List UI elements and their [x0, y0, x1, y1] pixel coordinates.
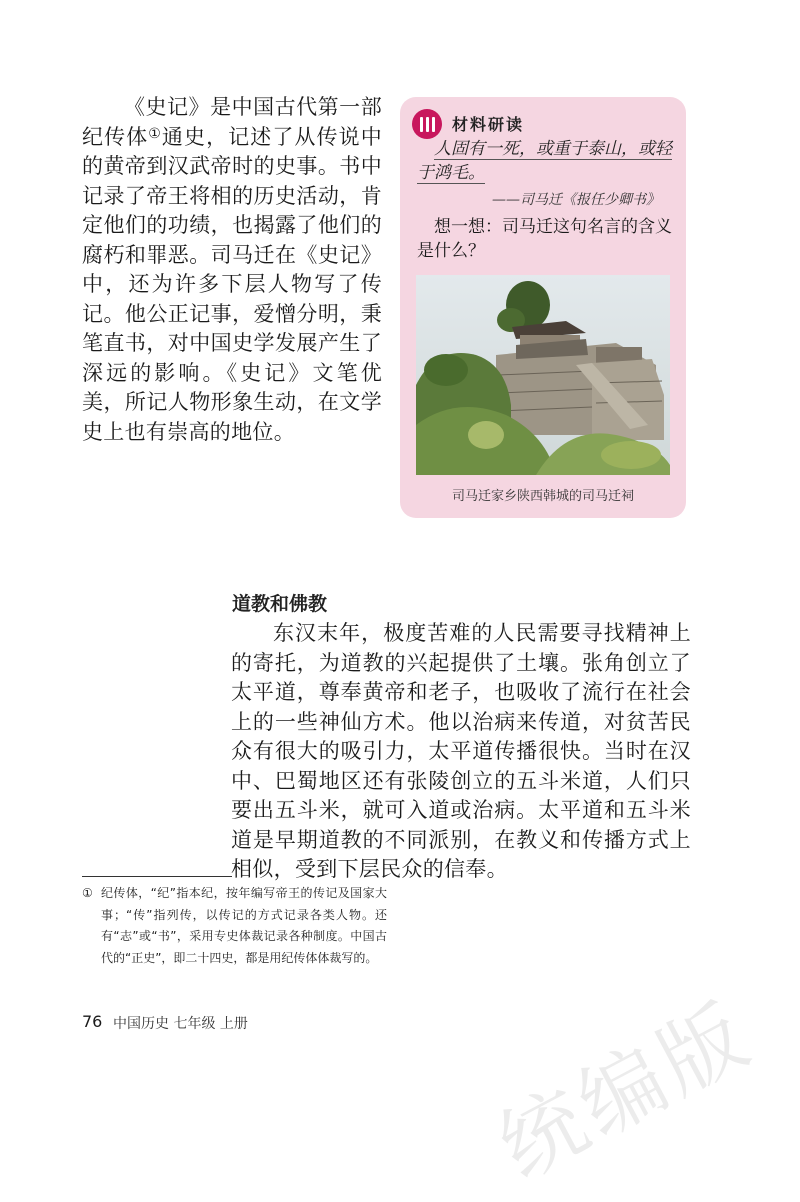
- section-paragraph: 东汉末年，极度苦难的人民需要寻找精神上的寄托，为道教的兴起提供了土壤。张角创立了太平道，尊奉黄帝和老子，也吸收了流行在社会上的一些神仙方术。他以治病来传道，对贫苦民众有很大的吸引力，太平道传播很快。当时在汉中、巴蜀地区还有张陵创立的五斗米道，人们只要出五斗米，就可入道或治病。太平道和五斗米道是早期道教的不同派别，在教义和传播方式上相似，受到下层民众的信奉。: [231, 621, 691, 881]
- footnote-divider: [82, 876, 232, 877]
- footnote-mark: ①: [82, 886, 93, 900]
- paragraph-text: 通史，记述了从传说中的黄帝到汉武帝时的史事。书中记录了帝王将相的历史活动，肯定他们的功绩，也揭露了他们的腐朽和罪恶。司马迁在《史记》中，还为许多下层人物写了传记。他公正记事，爱憎分明，秉笔直书，对中国史学发展产生了深远的影响。《史记》文笔优美，所记人物形象生动，在文学史上也有崇高的地位。: [82, 124, 382, 444]
- paragraph-text: 《史记》是中国古代第一部纪传体: [82, 95, 382, 149]
- left-paragraph: [82, 93, 382, 447]
- material-title: 材料研读: [452, 115, 525, 134]
- page-number: 76: [82, 1012, 103, 1031]
- footnote-text: 纪传体，“纪”指本纪，按年编写帝王的传记及国家大事；“传”指列传，以传记的方式记录各类人物。还有“志”或“书”，采用专史体裁记录各种制度。中国古代的“正史”，即二十四史，都是用纪传体体裁写的。: [101, 886, 387, 965]
- section-title: 道教和佛教: [232, 593, 328, 615]
- quote-text: [417, 137, 672, 185]
- quote-underlined: 人固有一死，或重于泰山，或轻于鸿毛。: [417, 139, 672, 183]
- book-title: 中国历史 七年级 上册: [113, 1016, 248, 1032]
- quote-source: ——司马迁《报任少卿书》: [492, 192, 660, 208]
- material-reading-box: [400, 97, 686, 518]
- footnote-reference[interactable]: ①: [148, 125, 162, 142]
- photo-caption: 司马迁家乡陕西韩城的司马迁祠: [451, 489, 634, 504]
- think-question: 想一想：司马迁这句名言的含义是什么？: [417, 217, 672, 261]
- three-bars-icon: [412, 109, 442, 139]
- watermark: 统编版: [483, 984, 768, 1198]
- temple-photo: [416, 275, 670, 475]
- footnote: [82, 883, 387, 969]
